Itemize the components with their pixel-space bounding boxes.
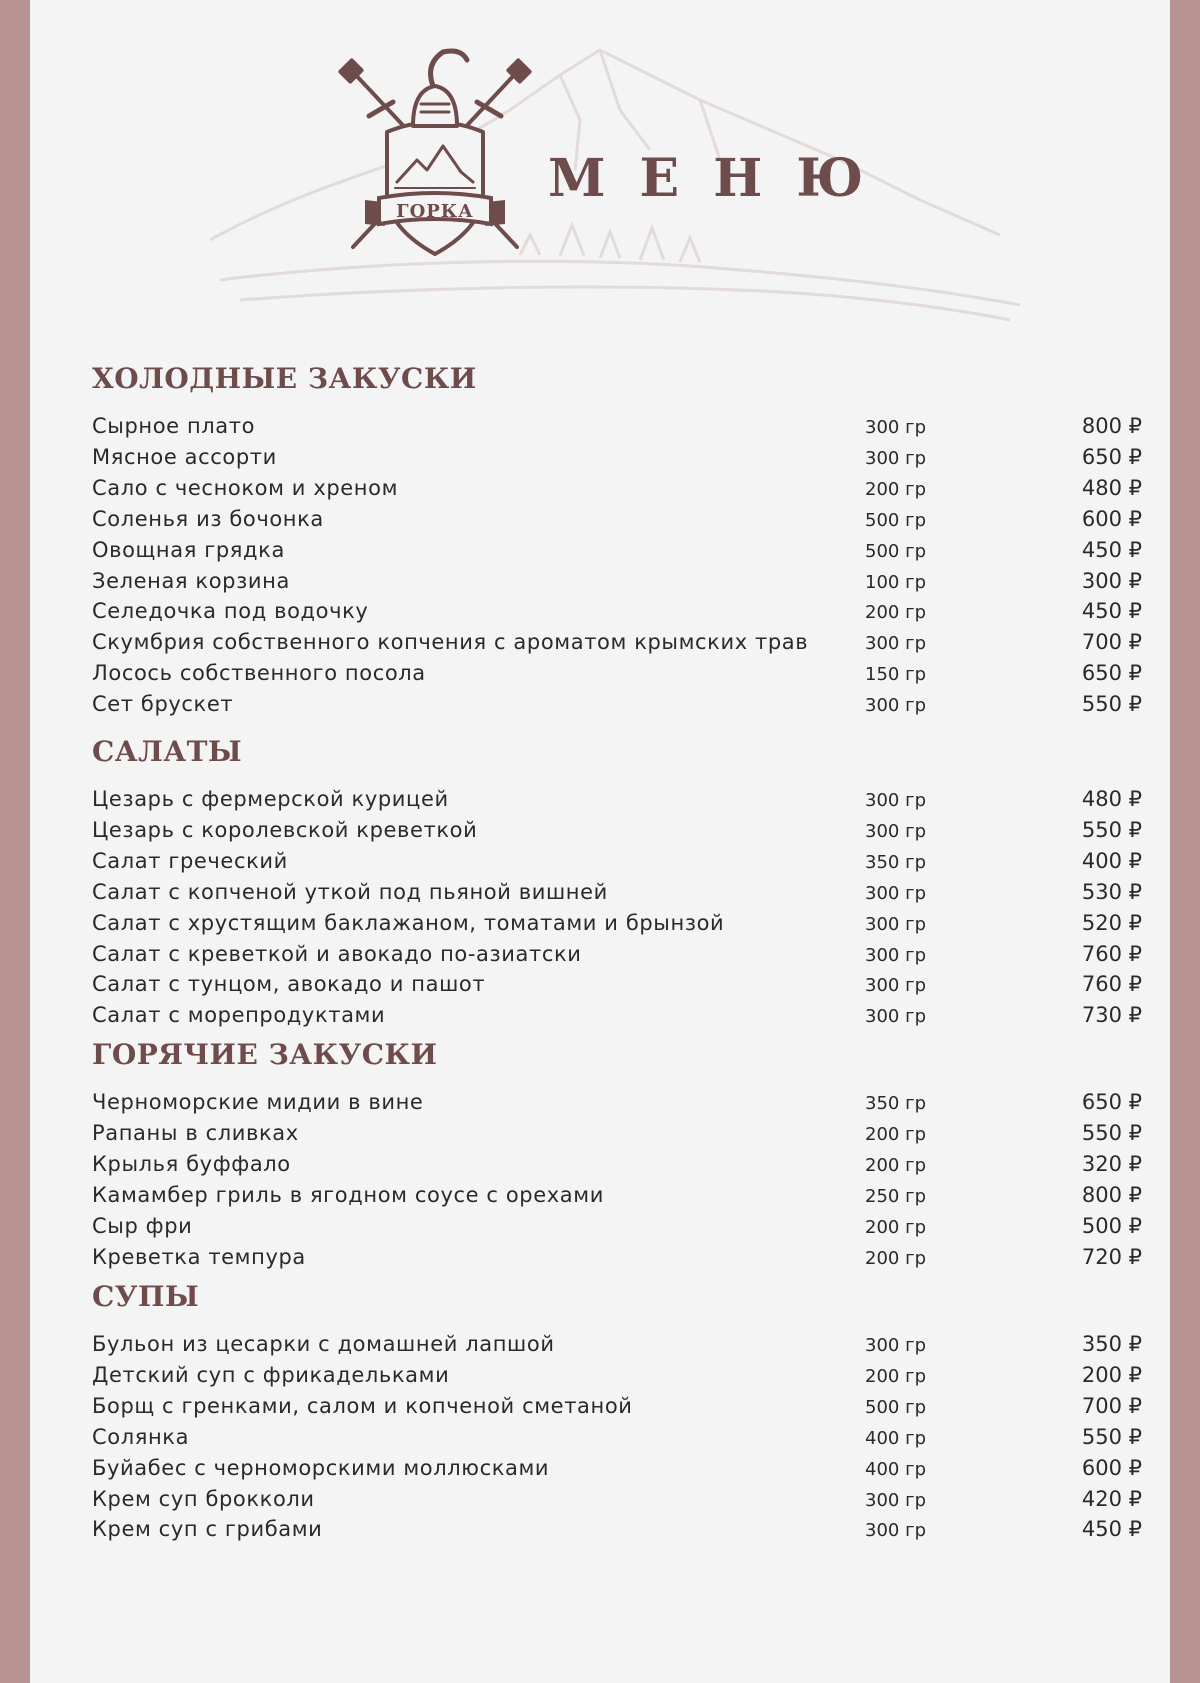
menu-item-price: 350 ₽ — [1081, 1332, 1142, 1356]
menu-item-name: Салат греческий — [92, 848, 288, 873]
menu-item-name: Креветка темпура — [92, 1244, 306, 1269]
menu-item-weight: 150 гр — [865, 664, 926, 686]
menu-item-name: Салат с хрустящим баклажаном, томатами и брынзой — [92, 910, 725, 935]
menu-item-name: Салат с тунцом, авокадо и пашот — [92, 972, 486, 997]
menu-item-name: Зеленая корзина — [92, 568, 290, 593]
menu-item-name: Селедочка под водочку — [92, 599, 369, 624]
section-title: СУПЫ — [92, 1280, 200, 1313]
menu-item-weight: 300 гр — [865, 882, 926, 904]
menu-item-name: Сыр фри — [92, 1213, 193, 1238]
menu-item — [92, 1214, 1142, 1245]
menu-item — [92, 538, 1142, 569]
menu-page — [30, 0, 1170, 1683]
menu-item — [92, 1363, 1142, 1394]
menu-item-name: Борщ с гренками, салом и копченой сметаной — [92, 1393, 633, 1418]
menu-item-name: Сало с чесноком и хреном — [92, 475, 399, 500]
menu-item — [92, 1090, 1142, 1121]
menu-item-price: 400 ₽ — [1081, 848, 1142, 873]
menu-item-weight: 200 гр — [865, 1365, 926, 1387]
menu-item-name: Салат с морепродуктами — [92, 1003, 386, 1028]
menu-item — [92, 911, 1142, 942]
menu-item — [92, 1121, 1142, 1152]
menu-item-price: 450 ₽ — [1081, 537, 1142, 562]
menu-item-weight: 400 гр — [865, 1458, 926, 1480]
menu-item-weight: 200 гр — [865, 602, 926, 624]
menu-item-weight: 350 гр — [865, 851, 926, 873]
menu-item-price: 700 ₽ — [1081, 1393, 1142, 1418]
menu-item-price: 480 ₽ — [1081, 787, 1142, 811]
menu-item-name: Сет брускет — [92, 692, 234, 717]
menu-item-price: 500 ₽ — [1081, 1213, 1142, 1238]
menu-item — [92, 599, 1142, 630]
menu-item-price: 800 ₽ — [1081, 1182, 1142, 1207]
menu-item-price: 200 ₽ — [1081, 1362, 1142, 1387]
menu-item-price: 550 ₽ — [1081, 1120, 1142, 1145]
menu-item-price: 760 ₽ — [1081, 972, 1142, 997]
menu-item-weight: 200 гр — [865, 1123, 926, 1145]
menu-item-weight: 300 гр — [865, 1006, 926, 1028]
menu-item — [92, 692, 1142, 723]
menu-item — [92, 787, 1142, 818]
menu-item — [92, 661, 1142, 692]
menu-item-weight: 300 гр — [865, 1335, 926, 1356]
menu-item — [92, 1003, 1142, 1034]
menu-item-weight: 300 гр — [865, 790, 926, 811]
knight-shield-logo — [335, 42, 535, 267]
menu-item-weight: 300 гр — [865, 695, 926, 717]
menu-item-weight: 350 гр — [865, 1093, 926, 1114]
menu-item — [92, 1425, 1142, 1456]
menu-item-name: Салат с копченой уткой под пьяной вишней — [92, 879, 608, 904]
menu-item-price: 420 ₽ — [1081, 1486, 1142, 1511]
menu-item-weight: 300 гр — [865, 820, 926, 842]
menu-item-weight: 300 гр — [865, 1520, 926, 1542]
menu-item — [92, 414, 1142, 445]
menu-item-name: Мясное ассорти — [92, 444, 277, 469]
menu-item — [92, 849, 1142, 880]
menu-item-weight: 250 гр — [865, 1185, 926, 1207]
menu-item-name: Цезарь с фермерской курицей — [92, 787, 449, 811]
menu-item-name: Сырное плато — [92, 414, 256, 438]
menu-item-weight: 500 гр — [865, 540, 926, 562]
menu-item-weight: 200 гр — [865, 1247, 926, 1269]
menu-item — [92, 1517, 1142, 1548]
menu-item-weight: 500 гр — [865, 509, 926, 531]
menu-item-price: 700 ₽ — [1081, 630, 1142, 655]
menu-item-name: Крем суп с грибами — [92, 1517, 323, 1542]
menu-item-price: 550 ₽ — [1081, 1424, 1142, 1449]
menu-item-name: Черноморские мидии в вине — [92, 1090, 424, 1114]
menu-item — [92, 1183, 1142, 1214]
menu-item — [92, 507, 1142, 538]
menu-item-name: Овощная грядка — [92, 537, 285, 562]
menu-item-price: 450 ₽ — [1081, 1517, 1142, 1542]
menu-item-price: 650 ₽ — [1081, 1090, 1142, 1114]
menu-item-price: 450 ₽ — [1081, 599, 1142, 624]
menu-item — [92, 630, 1142, 661]
menu-item — [92, 1487, 1142, 1518]
page-title: МЕНЮ — [548, 148, 898, 209]
menu-item — [92, 1152, 1142, 1183]
logo-text: ГОРКА — [396, 201, 474, 222]
menu-item-price: 720 ₽ — [1081, 1244, 1142, 1269]
menu-item-name: Крылья буффало — [92, 1151, 291, 1176]
menu-item-weight: 200 гр — [865, 1216, 926, 1238]
menu-item-price: 650 ₽ — [1081, 444, 1142, 469]
menu-item-weight: 500 гр — [865, 1396, 926, 1418]
menu-item-name: Скумбрия собственного копчения с ароматом крымских трав — [92, 630, 809, 655]
menu-item-weight: 300 гр — [865, 975, 926, 997]
menu-item — [92, 818, 1142, 849]
menu-item-price: 800 ₽ — [1081, 414, 1142, 438]
menu-item — [92, 942, 1142, 973]
menu-item-name: Рапаны в сливках — [92, 1120, 299, 1145]
menu-item — [92, 1394, 1142, 1425]
menu-item-price: 300 ₽ — [1081, 568, 1142, 593]
menu-item-name: Буйабес с черноморскими моллюсками — [92, 1455, 550, 1480]
menu-item-name: Лосось собственного посола — [92, 661, 426, 686]
menu-item — [92, 1332, 1142, 1363]
menu-item-weight: 300 гр — [865, 944, 926, 966]
menu-item-price: 760 ₽ — [1081, 941, 1142, 966]
menu-item-name: Салат с креветкой и авокадо по-азиатски — [92, 941, 582, 966]
menu-item-name: Солянка — [92, 1424, 190, 1449]
menu-item-price: 600 ₽ — [1081, 506, 1142, 531]
menu-item — [92, 1245, 1142, 1276]
menu-item-price: 520 ₽ — [1081, 910, 1142, 935]
menu-item-price: 530 ₽ — [1081, 879, 1142, 904]
section-title: САЛАТЫ — [92, 735, 243, 768]
section-title: ГОРЯЧИЕ ЗАКУСКИ — [92, 1038, 438, 1071]
menu-item — [92, 445, 1142, 476]
menu-item-name: Цезарь с королевской креветкой — [92, 817, 478, 842]
menu-item-weight: 200 гр — [865, 1154, 926, 1176]
menu-item-price: 730 ₽ — [1081, 1003, 1142, 1028]
menu-item-price: 550 ₽ — [1081, 692, 1142, 717]
menu-item — [92, 476, 1142, 507]
menu-item — [92, 1456, 1142, 1487]
menu-item-name: Крем суп брокколи — [92, 1486, 315, 1511]
menu-item-name: Камамбер гриль в ягодном соусе с орехами — [92, 1182, 604, 1207]
menu-item-weight: 400 гр — [865, 1427, 926, 1449]
menu-item-name: Соленья из бочонка — [92, 506, 324, 531]
menu-item-weight: 300 гр — [865, 913, 926, 935]
menu-item-weight: 300 гр — [865, 633, 926, 655]
menu-item — [92, 972, 1142, 1003]
menu-item-price: 600 ₽ — [1081, 1455, 1142, 1480]
menu-item-weight: 300 гр — [865, 1489, 926, 1511]
menu-item-price: 550 ₽ — [1081, 817, 1142, 842]
menu-item-price: 480 ₽ — [1081, 475, 1142, 500]
menu-item-weight: 300 гр — [865, 417, 926, 438]
menu-item — [92, 880, 1142, 911]
section-title: ХОЛОДНЫЕ ЗАКУСКИ — [92, 362, 477, 395]
menu-item-weight: 200 гр — [865, 478, 926, 500]
menu-item-price: 650 ₽ — [1081, 661, 1142, 686]
menu-item-weight: 100 гр — [865, 571, 926, 593]
menu-item-price: 320 ₽ — [1081, 1151, 1142, 1176]
menu-item-weight: 300 гр — [865, 447, 926, 469]
menu-item-name: Бульон из цесарки с домашней лапшой — [92, 1332, 555, 1356]
menu-item-name: Детский суп с фрикадельками — [92, 1362, 450, 1387]
menu-item — [92, 569, 1142, 600]
